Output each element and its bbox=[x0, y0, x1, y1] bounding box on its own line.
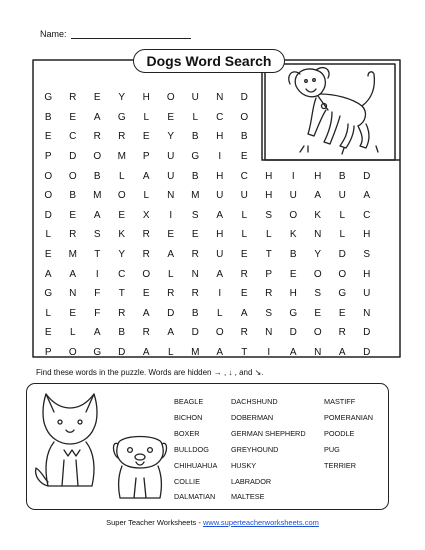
grid-letter: N bbox=[191, 268, 199, 280]
word-item: BOXER bbox=[174, 428, 200, 438]
grid-letter: E bbox=[167, 229, 175, 241]
grid-letter: G bbox=[93, 347, 102, 359]
grid-letter: H bbox=[265, 170, 273, 182]
grid-letter: B bbox=[69, 190, 77, 202]
grid-letter: N bbox=[363, 307, 371, 319]
grid-letter: E bbox=[44, 249, 52, 261]
grid-letter: O bbox=[215, 327, 224, 339]
grid-letter: G bbox=[44, 92, 53, 104]
grid-letter: M bbox=[68, 249, 77, 261]
word-item: CHIHUAHUA bbox=[174, 460, 218, 470]
grid-letter: I bbox=[169, 209, 173, 221]
grid-letter: B bbox=[191, 307, 199, 319]
grid-letter: O bbox=[142, 268, 151, 280]
grid-letter: A bbox=[216, 209, 224, 221]
grid-letter: D bbox=[167, 307, 175, 319]
grid-letter: L bbox=[45, 229, 52, 241]
grid-letter: H bbox=[363, 229, 371, 241]
footer-text: Super Teacher Worksheets - bbox=[106, 518, 203, 527]
word-item: COLLIE bbox=[174, 476, 200, 486]
grid-letter: L bbox=[241, 229, 248, 241]
grid-letter: B bbox=[338, 170, 346, 182]
grid-letter: A bbox=[69, 268, 77, 280]
grid-letter: A bbox=[142, 307, 150, 319]
grid-letter bbox=[257, 88, 282, 108]
grid-letter: O bbox=[313, 327, 322, 339]
grid-letter: M bbox=[117, 151, 126, 163]
grid-letter: A bbox=[240, 307, 248, 319]
grid-letter: I bbox=[95, 268, 99, 280]
grid-letter: U bbox=[216, 249, 224, 261]
grid-letter: R bbox=[118, 131, 126, 143]
grid-letter: A bbox=[314, 190, 322, 202]
grid-letter: E bbox=[69, 209, 77, 221]
grid-letter: D bbox=[118, 347, 126, 359]
grid-letter: L bbox=[118, 170, 125, 182]
grid-letter: M bbox=[191, 347, 200, 359]
footer-link[interactable]: www.superteacherworksheets.com bbox=[202, 518, 319, 527]
grid-letter: L bbox=[143, 190, 150, 202]
word-item: MASTIFF bbox=[324, 397, 356, 406]
grid-letter: R bbox=[69, 92, 77, 104]
grid-letter: P bbox=[44, 151, 52, 163]
grid-letter: C bbox=[363, 209, 371, 221]
grid-letter: A bbox=[93, 111, 101, 123]
grid-letter: G bbox=[191, 151, 200, 163]
grid-letter: K bbox=[289, 229, 297, 241]
grid-letter: E bbox=[289, 268, 297, 280]
grid-letter: M bbox=[93, 190, 102, 202]
grid-letter: A bbox=[216, 268, 224, 280]
grid-letter: U bbox=[167, 170, 175, 182]
grid-letter: E bbox=[142, 131, 150, 143]
grid-letter: H bbox=[314, 170, 322, 182]
word-item: HUSKY bbox=[231, 460, 257, 470]
grid-letter: H bbox=[265, 190, 273, 202]
grid-letter: A bbox=[93, 209, 101, 221]
grid-letter: O bbox=[68, 347, 77, 359]
grid-letter: D bbox=[69, 151, 77, 163]
grid-letter: D bbox=[363, 170, 371, 182]
grid-letter: N bbox=[314, 229, 322, 241]
grid-letter: L bbox=[69, 327, 76, 339]
grid-letter: S bbox=[265, 307, 273, 319]
grid-letter: Y bbox=[118, 249, 126, 261]
grid-letter: E bbox=[44, 131, 52, 143]
grid-letter: H bbox=[216, 131, 224, 143]
grid-letter: R bbox=[167, 288, 175, 300]
grid-letter: L bbox=[241, 209, 248, 221]
grid-letter: D bbox=[363, 347, 371, 359]
grid-letter: H bbox=[289, 288, 297, 300]
grid-letter: K bbox=[118, 229, 126, 241]
grid-letter: R bbox=[142, 327, 150, 339]
grid-letter: X bbox=[142, 209, 150, 221]
grid-letter: L bbox=[339, 209, 346, 221]
grid-letter: E bbox=[167, 111, 175, 123]
grid-letter: E bbox=[93, 92, 101, 104]
grid-letter: Y bbox=[118, 92, 126, 104]
grid-letter: K bbox=[314, 209, 322, 221]
grid-letter: O bbox=[166, 92, 175, 104]
grid-letter: P bbox=[142, 151, 150, 163]
grid-letter: A bbox=[289, 347, 297, 359]
grid-letter: N bbox=[216, 92, 224, 104]
grid-letter: N bbox=[314, 347, 322, 359]
word-item: TERRIER bbox=[324, 460, 357, 470]
word-item: BEAGLE bbox=[174, 397, 204, 406]
grid-letter: O bbox=[240, 111, 249, 123]
grid-letter: E bbox=[314, 307, 322, 319]
grid-letter: C bbox=[69, 131, 77, 143]
grid-letter: A bbox=[142, 170, 150, 182]
grid-letter: E bbox=[240, 288, 248, 300]
grid-letter: E bbox=[142, 288, 150, 300]
instructions: Find these words in the puzzle. Words are hidden → , ↓ , and ↘. bbox=[36, 368, 264, 377]
grid-letter: G bbox=[289, 307, 298, 319]
grid-letter: E bbox=[44, 327, 52, 339]
grid-letter: O bbox=[93, 151, 102, 163]
word-item: DOBERMAN bbox=[231, 412, 274, 422]
word-item: POMERANIAN bbox=[324, 412, 374, 422]
grid-letter: R bbox=[93, 131, 101, 143]
grid-letter: A bbox=[93, 327, 101, 339]
grid-letter: I bbox=[218, 151, 222, 163]
grid-letter: L bbox=[339, 229, 346, 241]
grid-letter: H bbox=[216, 170, 224, 182]
grid-letter: C bbox=[118, 268, 126, 280]
grid-letter: R bbox=[191, 249, 199, 261]
grid-letter: U bbox=[240, 190, 248, 202]
grid-letter: C bbox=[216, 111, 224, 123]
grid-letter: R bbox=[338, 327, 346, 339]
grid-letter: A bbox=[167, 249, 175, 261]
grid-letter: Y bbox=[314, 249, 322, 261]
grid-letter: E bbox=[69, 111, 77, 123]
name-label: Name: bbox=[40, 29, 67, 39]
grid-letter: E bbox=[191, 229, 199, 241]
grid-letter: U bbox=[338, 190, 346, 202]
grid-letter: B bbox=[289, 249, 297, 261]
grid-letter: H bbox=[216, 229, 224, 241]
grid-letter: E bbox=[118, 209, 126, 221]
word-item: GERMAN SHEPHERD bbox=[231, 428, 306, 438]
grid-letter: R bbox=[265, 288, 273, 300]
grid-letter: G bbox=[338, 288, 347, 300]
grid-letter: P bbox=[44, 347, 52, 359]
word-item: BULLDOG bbox=[174, 444, 209, 454]
grid-letter: N bbox=[69, 288, 77, 300]
grid-letter: L bbox=[216, 307, 223, 319]
word-item: BICHON bbox=[174, 412, 203, 422]
grid-letter: I bbox=[291, 170, 295, 182]
grid-letter: G bbox=[44, 288, 53, 300]
grid-letter: D bbox=[289, 327, 297, 339]
grid-letter: E bbox=[338, 307, 346, 319]
word-item: POODLE bbox=[324, 428, 355, 438]
grid-letter: A bbox=[44, 268, 52, 280]
grid-letter: D bbox=[363, 327, 371, 339]
grid-letter: P bbox=[265, 268, 273, 280]
grid-letter: G bbox=[117, 111, 126, 123]
grid-letter: B bbox=[93, 170, 101, 182]
grid-letter: N bbox=[167, 190, 175, 202]
grid-letter: E bbox=[240, 151, 248, 163]
grid-letter: L bbox=[265, 229, 272, 241]
grid-letter: U bbox=[167, 151, 175, 163]
grid-letter: E bbox=[240, 249, 248, 261]
grid-letter: O bbox=[338, 268, 347, 280]
grid-letter: D bbox=[240, 92, 248, 104]
grid-letter: S bbox=[363, 249, 371, 261]
grid-letter: H bbox=[142, 92, 150, 104]
grid-letter: I bbox=[267, 347, 271, 359]
grid-letter: D bbox=[44, 209, 52, 221]
grid-letter: R bbox=[191, 288, 199, 300]
grid-letter: S bbox=[93, 229, 101, 241]
grid-letter: Y bbox=[167, 131, 175, 143]
word-item: LABRADOR bbox=[231, 476, 272, 486]
grid-letter: T bbox=[118, 288, 125, 300]
grid-letter: A bbox=[142, 347, 150, 359]
grid-letter: O bbox=[117, 190, 126, 202]
grid-letter: L bbox=[143, 111, 150, 123]
grid-letter: A bbox=[338, 347, 346, 359]
word-item: GREYHOUND bbox=[231, 444, 279, 454]
grid-letter: U bbox=[216, 190, 224, 202]
grid-letter: D bbox=[338, 249, 346, 261]
grid-letter: R bbox=[240, 327, 248, 339]
grid-letter: R bbox=[118, 307, 126, 319]
grid-letter: O bbox=[313, 268, 322, 280]
grid-letter: L bbox=[167, 268, 174, 280]
grid-letter: T bbox=[94, 249, 101, 261]
grid-letter: T bbox=[241, 347, 248, 359]
grid-letter: U bbox=[191, 92, 199, 104]
grid-letter: R bbox=[240, 268, 248, 280]
grid-letter: L bbox=[167, 347, 174, 359]
grid-letter: D bbox=[191, 327, 199, 339]
grid-letter: R bbox=[69, 229, 77, 241]
grid-letter bbox=[257, 147, 282, 167]
grid-letter: A bbox=[363, 190, 371, 202]
grid-letter: M bbox=[191, 190, 200, 202]
grid-letter: O bbox=[44, 170, 53, 182]
grid-letter: T bbox=[265, 249, 272, 261]
grid-letter: H bbox=[363, 268, 371, 280]
grid-letter: C bbox=[240, 170, 248, 182]
grid-letter: B bbox=[240, 131, 248, 143]
grid-letter: B bbox=[44, 111, 52, 123]
grid-letter: S bbox=[265, 209, 273, 221]
grid-letter: R bbox=[142, 229, 150, 241]
grid-letter: L bbox=[192, 111, 199, 123]
grid-letter bbox=[257, 108, 282, 128]
grid-letter: O bbox=[44, 190, 53, 202]
grid-letter: A bbox=[167, 327, 175, 339]
grid-letter: I bbox=[218, 288, 222, 300]
grid-letter bbox=[257, 127, 282, 147]
grid-letter: S bbox=[191, 209, 199, 221]
grid-letter: B bbox=[118, 327, 126, 339]
grid-letter: E bbox=[69, 307, 77, 319]
grid-letter: U bbox=[289, 190, 297, 202]
grid-letter: F bbox=[94, 288, 101, 300]
page-title: Dogs Word Search bbox=[133, 49, 285, 73]
grid-letter: U bbox=[363, 288, 371, 300]
grid-letter: O bbox=[68, 170, 77, 182]
dog-illustration-icon bbox=[282, 64, 392, 156]
grid-letter: S bbox=[314, 288, 322, 300]
grid-letter: L bbox=[45, 307, 52, 319]
word-item: PUG bbox=[324, 444, 340, 454]
grid-letter: B bbox=[191, 170, 199, 182]
word-item: DACHSHUND bbox=[231, 397, 278, 406]
grid-letter: B bbox=[191, 131, 199, 143]
word-item: MALTESE bbox=[231, 492, 265, 502]
grid-letter: A bbox=[216, 347, 224, 359]
grid-letter: N bbox=[265, 327, 273, 339]
grid-letter: F bbox=[94, 307, 101, 319]
grid-letter: R bbox=[142, 249, 150, 261]
grid-letter: O bbox=[289, 209, 298, 221]
word-item: DALMATIAN bbox=[174, 492, 216, 502]
